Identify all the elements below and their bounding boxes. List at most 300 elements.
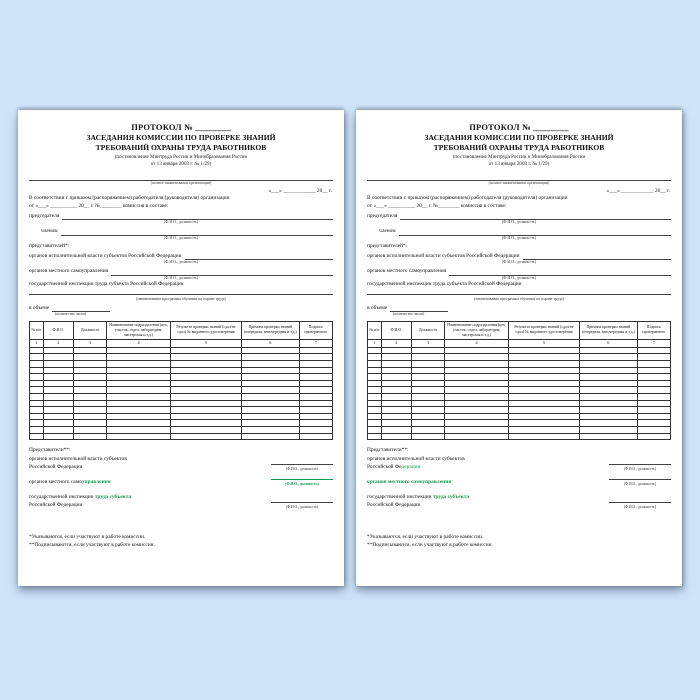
table-empty-cell — [445, 433, 509, 440]
intro-line1: В соответствии с приказом (распоряжением) работодателя (руководителя) организации — [367, 194, 568, 201]
table-empty-cell — [43, 367, 73, 374]
table-empty-cell — [170, 367, 241, 374]
table-empty-cell — [107, 387, 171, 394]
page-title-line2: ЗАСЕДАНИЯ КОМИССИИ ПО ПРОВЕРКЕ ЗНАНИЙ — [86, 133, 276, 143]
left-page — [18, 110, 344, 586]
table-empty-cell — [411, 387, 444, 394]
rep2-exec-line2-green: дерации — [401, 463, 421, 470]
table-empty-cell — [637, 347, 670, 354]
table-empty-cell — [73, 374, 106, 381]
rep-selfgov-blank — [449, 268, 671, 276]
rep2-exec-block — [367, 456, 671, 471]
table-empty-cell — [508, 360, 579, 367]
rep-selfgov-blank — [111, 268, 333, 276]
program-caption: (наименование программы обучения по охране труда) — [474, 297, 564, 302]
table-empty-cell — [299, 393, 332, 400]
table-header-row — [30, 321, 333, 339]
rep2-exec-block — [29, 456, 333, 471]
members-line — [367, 228, 671, 236]
subtitle-line2: от 13 января 2003 г. № 1/29) — [150, 161, 212, 168]
hours-caption: (количество часов) — [55, 312, 87, 317]
table-empty-cell — [411, 426, 444, 433]
table-empty-row — [368, 413, 671, 420]
table-empty-cell — [30, 433, 44, 440]
table-empty-cell — [508, 367, 579, 374]
table-empty-cell — [170, 380, 241, 387]
rep-exec-text: органов исполнительной власти субъектов Российской Федерации — [367, 252, 520, 259]
table-empty-cell — [508, 433, 579, 440]
table-empty-cell — [411, 347, 444, 354]
table-empty-cell — [637, 426, 670, 433]
table-empty-cell — [368, 354, 382, 361]
table-empty-cell — [580, 407, 638, 414]
table-empty-cell — [637, 400, 670, 407]
representatives2-label: Представители**: — [29, 447, 71, 454]
table-empty-cell — [445, 393, 509, 400]
table-empty-cell — [381, 374, 411, 381]
table-empty-cell — [43, 407, 73, 414]
table-empty-cell — [107, 433, 171, 440]
table-empty-row — [30, 367, 333, 374]
table-empty-cell — [299, 380, 332, 387]
rep-exec-blank — [523, 252, 672, 260]
table-empty-cell — [107, 393, 171, 400]
table-empty-row — [30, 360, 333, 367]
table-empty-cell — [299, 347, 332, 354]
table-empty-cell — [445, 374, 509, 381]
table-empty-row — [30, 420, 333, 427]
organization-name-blank — [29, 173, 333, 181]
table-empty-cell — [411, 420, 444, 427]
table-empty-cell — [43, 354, 73, 361]
table-empty-cell — [445, 426, 509, 433]
rep-exec-text: органов исполнительной власти субъектов Российской Федерации — [29, 252, 182, 259]
table-empty-cell — [411, 354, 444, 361]
table-empty-cell — [368, 407, 382, 414]
table-empty-cell — [30, 354, 44, 361]
table-empty-cell — [445, 367, 509, 374]
table-empty-cell — [368, 347, 382, 354]
table-empty-cell — [107, 354, 171, 361]
table-empty-cell — [580, 374, 638, 381]
hours-caption: (количество часов) — [393, 312, 425, 317]
rep2-inspection-signature-caption: (Ф.И.О., должность) — [623, 504, 657, 509]
chairman-caption: (Ф.И.О., должность) — [164, 220, 198, 225]
table-empty-cell — [381, 413, 411, 420]
table-empty-cell — [43, 380, 73, 387]
page-title: ПРОТОКОЛ № ________ — [131, 122, 231, 132]
rep2-selfgov-block — [29, 479, 333, 486]
chairman-label: председателя — [367, 212, 398, 219]
rep2-inspection-signature-line — [271, 502, 333, 504]
document-spread — [18, 110, 682, 586]
table-empty-cell — [107, 347, 171, 354]
table-empty-cell — [299, 420, 332, 427]
rep2-exec-line1: органов исполнительной власти субъектов — [29, 456, 127, 463]
table-empty-row — [368, 400, 671, 407]
table-empty-cell — [299, 413, 332, 420]
footnotes — [367, 533, 671, 550]
page-title-line3: ТРЕБОВАНИЙ ОХРАНЫ ТРУДА РАБОТНИКОВ — [95, 142, 267, 152]
col-header-reason: Причина проверки знаний (очередная, внеочередная и т.д.) — [580, 321, 638, 339]
table-empty-cell — [242, 433, 300, 440]
members-caption: (Ф.И.О., должность) — [502, 235, 536, 240]
table-header-row — [368, 321, 671, 339]
table-empty-cell — [73, 426, 106, 433]
page-title: ПРОТОКОЛ № ________ — [469, 122, 569, 132]
table-empty-cell — [368, 420, 382, 427]
table-empty-cell — [73, 380, 106, 387]
rep2-selfgov-text: органов местного само — [29, 479, 82, 486]
members-caption: (Ф.И.О., должность) — [164, 235, 198, 240]
table-empty-cell — [411, 380, 444, 387]
table-empty-cell — [381, 393, 411, 400]
table-empty-cell — [107, 380, 171, 387]
table-empty-cell — [43, 347, 73, 354]
column-number-cell: 3 — [73, 339, 106, 347]
table-empty-cell — [368, 433, 382, 440]
table-empty-row — [30, 407, 333, 414]
table-empty-cell — [381, 387, 411, 394]
table-empty-cell — [637, 420, 670, 427]
table-empty-cell — [107, 367, 171, 374]
table-empty-cell — [445, 400, 509, 407]
table-empty-cell — [43, 374, 73, 381]
page-title-line2: ЗАСЕДАНИЯ КОМИССИИ ПО ПРОВЕРКЕ ЗНАНИЙ — [424, 133, 614, 143]
table-empty-cell — [381, 433, 411, 440]
table-empty-cell — [368, 426, 382, 433]
table-empty-cell — [30, 387, 44, 394]
table-empty-cell — [242, 393, 300, 400]
table-empty-cell — [580, 426, 638, 433]
table-empty-cell — [43, 413, 73, 420]
table-empty-cell — [299, 387, 332, 394]
table-empty-cell — [107, 413, 171, 420]
table-empty-cell — [580, 354, 638, 361]
subtitle-line2: от 13 января 2003 г. № 1/29) — [488, 161, 550, 168]
column-number-cell: 4 — [445, 339, 509, 347]
table-empty-row — [368, 393, 671, 400]
results-table — [367, 321, 671, 441]
table-empty-cell — [368, 374, 382, 381]
rep2-exec-line1: органов исполнительной власти субъектов — [367, 456, 465, 463]
volume-blank — [52, 304, 110, 312]
column-number-cell: 5 — [508, 339, 579, 347]
table-empty-cell — [368, 393, 382, 400]
table-empty-cell — [242, 360, 300, 367]
footnotes — [29, 533, 333, 550]
table-empty-cell — [170, 400, 241, 407]
table-empty-cell — [107, 400, 171, 407]
date-blank-line: «___» ____________ 20__ г. — [606, 187, 670, 194]
table-empty-row — [30, 426, 333, 433]
table-empty-cell — [299, 407, 332, 414]
table-empty-cell — [508, 380, 579, 387]
members-label: членов: — [41, 227, 59, 234]
table-empty-cell — [242, 374, 300, 381]
table-empty-cell — [508, 420, 579, 427]
table-empty-cell — [381, 347, 411, 354]
representatives2-label: Представители**: — [367, 447, 409, 454]
date-blank-line: «___» ____________ 20__ г. — [268, 187, 332, 194]
table-empty-cell — [411, 413, 444, 420]
col-header-reason: Причина проверки знаний (очередная, внеочередная и т.д.) — [242, 321, 300, 339]
members-line — [29, 228, 333, 236]
table-empty-cell — [637, 413, 670, 420]
representatives-label: представителей*: — [29, 242, 70, 249]
rep-inspection-text: государственной инспекции труда субъекта Российской Федерации — [29, 280, 184, 287]
table-empty-row — [368, 360, 671, 367]
rep2-inspection-text: государственной инспекции — [29, 494, 95, 501]
table-empty-cell — [242, 400, 300, 407]
right-page — [356, 110, 682, 586]
table-empty-cell — [580, 387, 638, 394]
table-empty-cell — [637, 374, 670, 381]
table-empty-row — [30, 380, 333, 387]
table-empty-cell — [580, 380, 638, 387]
column-number-cell: 1 — [30, 339, 44, 347]
table-empty-cell — [73, 420, 106, 427]
rep2-exec-signature-caption: (Ф.И.О., должность) — [285, 466, 319, 471]
table-empty-cell — [299, 433, 332, 440]
table-empty-cell — [381, 420, 411, 427]
rep2-selfgov-text-green: управления — [81, 479, 111, 486]
table-empty-row — [368, 420, 671, 427]
table-empty-cell — [170, 407, 241, 414]
table-empty-cell — [299, 426, 332, 433]
rep2-exec-line2: Российской Фе — [367, 463, 402, 470]
table-empty-cell — [637, 354, 670, 361]
table-empty-cell — [43, 360, 73, 367]
rep2-inspection-block — [29, 494, 333, 509]
table-empty-cell — [242, 354, 300, 361]
table-empty-cell — [637, 393, 670, 400]
table-empty-row — [368, 367, 671, 374]
rep-exec-caption: (Ф.И.О., должность) — [502, 260, 536, 265]
column-number-cell: 5 — [170, 339, 241, 347]
table-empty-row — [368, 426, 671, 433]
rep2-exec-signature-line — [271, 464, 333, 466]
rep2-selfgov-signature-caption: (Ф.И.О., должность) — [285, 482, 319, 486]
rep-selfgov-line — [367, 268, 671, 276]
table-empty-cell — [445, 420, 509, 427]
col-header-division: Наименование подразделения (цех, участок, отдел, лаборатория, мастерская и т.д.) — [445, 321, 509, 339]
program-name-blank — [367, 288, 671, 295]
table-empty-cell — [381, 407, 411, 414]
rep2-inspection-text-green: труда субъекта — [94, 494, 132, 501]
col-header-fio: Ф.И.О. — [381, 321, 411, 339]
table-empty-cell — [30, 347, 44, 354]
table-empty-row — [30, 354, 333, 361]
table-empty-cell — [107, 426, 171, 433]
table-empty-cell — [73, 354, 106, 361]
table-empty-row — [30, 374, 333, 381]
chairman-label: председателя — [29, 212, 60, 219]
table-empty-cell — [170, 426, 241, 433]
members-blank — [399, 228, 671, 236]
table-empty-cell — [30, 420, 44, 427]
volume-line — [29, 304, 333, 312]
table-empty-cell — [242, 380, 300, 387]
table-empty-cell — [30, 413, 44, 420]
intro-line2: от «___» __________ 20__ г. №________ комиссия в составе: — [29, 202, 169, 209]
representatives-label: представителей*: — [367, 242, 408, 249]
col-header-position: Должность — [411, 321, 444, 339]
table-empty-cell — [30, 426, 44, 433]
table-empty-cell — [30, 360, 44, 367]
table-empty-cell — [508, 387, 579, 394]
table-empty-cell — [508, 413, 579, 420]
table-empty-cell — [381, 367, 411, 374]
table-empty-cell — [299, 360, 332, 367]
table-empty-cell — [242, 420, 300, 427]
table-empty-cell — [242, 387, 300, 394]
rep2-inspection-text: государственной инспекции — [367, 494, 433, 501]
table-empty-cell — [381, 400, 411, 407]
table-empty-cell — [411, 360, 444, 367]
intro-line2: от «___» __________ 20__ г. №________ комиссия в составе: — [367, 202, 507, 209]
table-empty-cell — [580, 360, 638, 367]
column-number-cell: 6 — [580, 339, 638, 347]
rep2-selfgov-text-green: органов местного самоуправления — [367, 479, 452, 486]
table-empty-cell — [43, 400, 73, 407]
table-empty-cell — [381, 380, 411, 387]
table-empty-cell — [368, 413, 382, 420]
chairman-caption: (Ф.И.О., должность) — [502, 220, 536, 225]
table-empty-cell — [580, 347, 638, 354]
table-empty-cell — [445, 360, 509, 367]
table-empty-cell — [445, 380, 509, 387]
col-header-result: Результат проверки знаний (сдал/не сдал) № выданного удостоверения — [508, 321, 579, 339]
table-empty-cell — [368, 387, 382, 394]
col-header-signature: Подпись проверяемого — [637, 321, 670, 339]
rep2-inspection-line2: Российской Федерации — [29, 501, 83, 508]
table-empty-cell — [445, 413, 509, 420]
table-empty-cell — [411, 374, 444, 381]
table-empty-cell — [445, 354, 509, 361]
volume-label: в объеме — [29, 304, 50, 311]
col-header-division: Наименование подразделения (цех, участок, отдел, лаборатория, мастерская и т.д.) — [107, 321, 171, 339]
volume-blank — [390, 304, 448, 312]
table-empty-cell — [30, 380, 44, 387]
intro-line1: В соответствии с приказом (распоряжением) работодателя (руководителя) организации — [29, 194, 230, 201]
members-label: членов: — [379, 227, 397, 234]
table-empty-cell — [637, 360, 670, 367]
table-empty-cell — [381, 354, 411, 361]
table-empty-cell — [170, 433, 241, 440]
table-empty-cell — [637, 407, 670, 414]
chairman-line — [29, 212, 333, 220]
table-empty-cell — [170, 347, 241, 354]
volume-line — [367, 304, 671, 312]
results-table — [29, 321, 333, 441]
table-empty-cell — [381, 426, 411, 433]
table-empty-cell — [637, 367, 670, 374]
table-empty-cell — [242, 426, 300, 433]
table-empty-cell — [445, 347, 509, 354]
footnote-1: *Указываются, если участвуют в работе комиссии. — [367, 534, 484, 541]
table-empty-row — [368, 380, 671, 387]
table-empty-cell — [445, 407, 509, 414]
table-empty-cell — [73, 360, 106, 367]
table-empty-cell — [242, 347, 300, 354]
table-empty-cell — [508, 374, 579, 381]
organization-name-caption: (полное наименование организации) — [150, 180, 212, 185]
rep2-selfgov-signature-caption: (Ф.И.О., должность) — [623, 482, 657, 486]
subtitle-line1: (постановление Минтруда России и Минобразования России — [114, 154, 248, 161]
column-number-cell: 2 — [43, 339, 73, 347]
table-empty-cell — [170, 413, 241, 420]
table-empty-cell — [368, 367, 382, 374]
organization-name-caption: (полное наименование организации) — [488, 180, 550, 185]
organization-name-blank — [367, 173, 671, 181]
rep2-exec-signature-line — [609, 464, 671, 466]
table-empty-cell — [445, 387, 509, 394]
column-number-cell: 2 — [381, 339, 411, 347]
table-empty-cell — [170, 420, 241, 427]
table-empty-cell — [411, 433, 444, 440]
table-empty-cell — [411, 393, 444, 400]
column-number-cell: 7 — [637, 339, 670, 347]
column-number-cell: 7 — [299, 339, 332, 347]
table-empty-cell — [411, 367, 444, 374]
table-empty-cell — [299, 354, 332, 361]
table-empty-cell — [580, 413, 638, 420]
table-empty-cell — [242, 407, 300, 414]
table-empty-cell — [637, 387, 670, 394]
rep2-exec-line2: Российской Федерации — [29, 463, 83, 470]
table-empty-cell — [30, 367, 44, 374]
col-header-fio: Ф.И.О. — [43, 321, 73, 339]
table-empty-cell — [242, 367, 300, 374]
table-empty-cell — [107, 420, 171, 427]
rep-selfgov-text: органов местного самоуправления — [367, 267, 447, 274]
col-header-result: Результат проверки знаний (сдал/не сдал) № выданного удостоверения — [170, 321, 241, 339]
footnote-1: *Указываются, если участвуют в работе комиссии. — [29, 534, 146, 541]
table-empty-cell — [580, 433, 638, 440]
column-number-cell: 3 — [411, 339, 444, 347]
table-empty-cell — [30, 393, 44, 400]
table-empty-cell — [580, 400, 638, 407]
table-empty-cell — [107, 360, 171, 367]
table-empty-cell — [242, 413, 300, 420]
table-empty-cell — [73, 347, 106, 354]
chairman-blank — [400, 212, 671, 220]
table-empty-cell — [30, 400, 44, 407]
table-empty-row — [30, 347, 333, 354]
table-empty-body — [368, 347, 671, 439]
table-empty-cell — [30, 407, 44, 414]
col-header-num: № п/п — [30, 321, 44, 339]
table-empty-cell — [637, 433, 670, 440]
footnote-2: **Подписываются, если участвуют в работе комиссии. — [367, 542, 493, 549]
table-empty-cell — [381, 360, 411, 367]
table-empty-cell — [170, 387, 241, 394]
table-empty-cell — [73, 367, 106, 374]
table-empty-cell — [580, 393, 638, 400]
rep2-inspection-signature-caption: (Ф.И.О., должность) — [285, 504, 319, 509]
table-empty-cell — [508, 407, 579, 414]
program-name-blank — [29, 288, 333, 295]
table-empty-row — [368, 354, 671, 361]
table-empty-cell — [43, 387, 73, 394]
rep-selfgov-caption: (Ф.И.О., должность) — [164, 275, 198, 280]
table-empty-row — [368, 347, 671, 354]
table-empty-row — [368, 407, 671, 414]
members-blank — [61, 228, 333, 236]
column-numbers-row — [30, 339, 333, 347]
table-empty-cell — [368, 360, 382, 367]
